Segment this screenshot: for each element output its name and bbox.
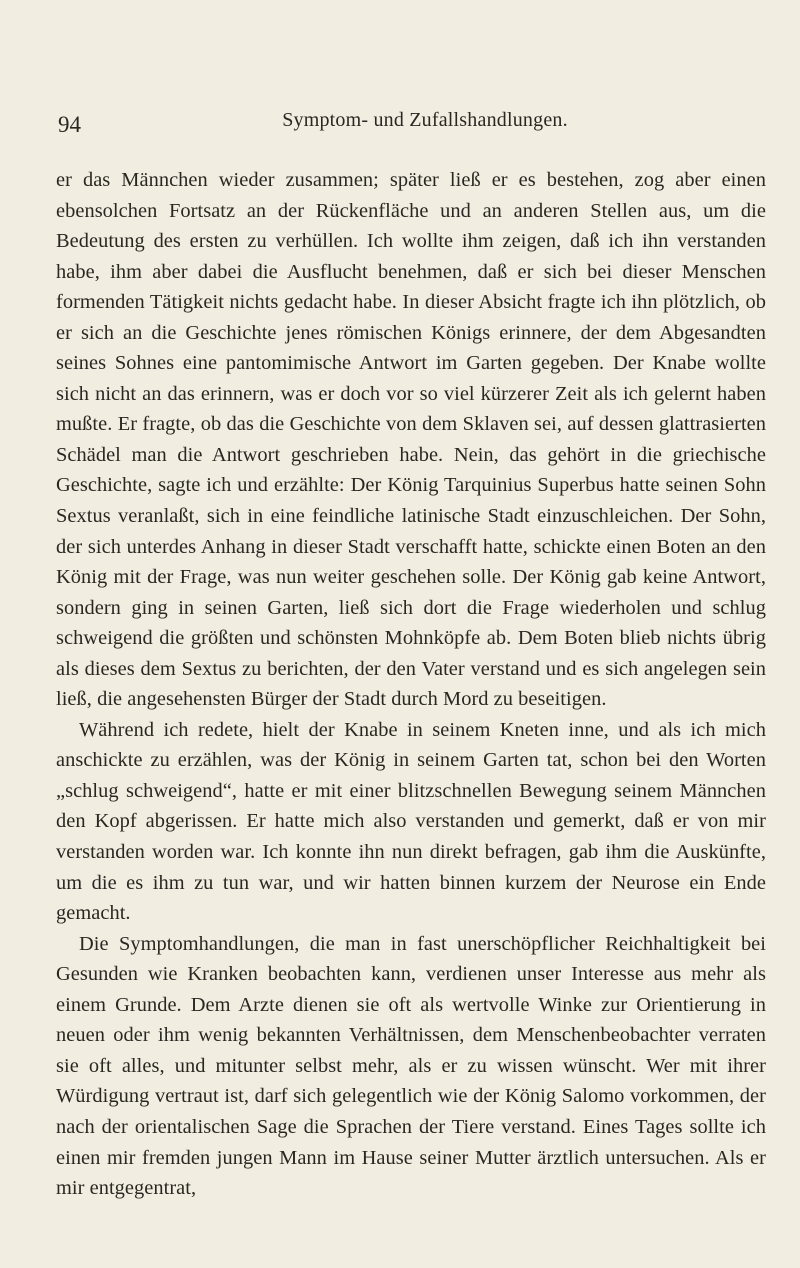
paragraph-continuation: er das Männchen wieder zusammen; später ließ er es bestehen, zog aber einen ebensolchen Fortsatz an der Rückenfläche und an anderen Stellen aus, um die Bedeutung des ersten zu verhüllen. Ich wollte ihm zeigen, daß ich ihn verstanden habe, ihm aber dabei die Ausflucht benehmen, daß er sich bei dieser Menschen formenden Tätigkeit nichts gedacht habe. In dieser Absicht fragte ich ihn plötzlich, ob er sich an die Geschichte jenes römischen Königs erinnere, der dem Abgesandten seines Sohnes eine pantomimische Antwort im Garten gegeben. Der Knabe wollte sich nicht an das erinnern, was er doch vor so viel kürzerer Zeit als ich gelernt haben mußte. Er fragte, ob das die Geschichte von dem Sklaven sei, auf dessen glattrasierten Schädel man die Antwort geschrieben habe. Nein, das gehört in die griechische Geschichte, sagte ich und erzählte: Der König Tarquinius Superbus hatte seinen Sohn Sextus veranlaßt, sich in eine feindliche latinische Stadt einzuschleichen. Der Sohn, der sich unterdes Anhang in dieser Stadt verschafft hatte, schickte einen Boten an den König mit der Frage, was nun weiter geschehen solle. Der König gab keine Antwort, sondern ging in seinen Garten, ließ sich dort die Frage wiederholen und schlug schweigend die größten und schönsten Mohnköpfe ab. Dem Boten blieb nichts übrig als dieses dem Sextus zu berichten, der den Vater verstand und es sich angelegen sein ließ, die angesehensten Bürger der Stadt durch Mord zu beseitigen.	[56, 169, 766, 711]
running-head: Symptom- und Zufallshandlungen.	[282, 109, 568, 131]
page-header	[56, 0, 766, 137]
page-number: 94	[58, 112, 81, 137]
paragraph: Während ich redete, hielt der Knabe in seinem Kneten inne, und als ich mich anschickte zu erzählen, was der König in seinem Garten tat, schon bei den Worten „schlug schweigend“, hatte er mit einer blitzschnellen Bewegung seinem Männchen den Kopf abgerissen. Er hatte mich also verstanden und gemerkt, daß er von mir verstanden worden war. Ich konnte ihn nun direkt befragen, gab ihm die Auskünfte, um die es ihm zu tun war, und wir hatten binnen kurzem der Neurose ein Ende gemacht.	[56, 718, 766, 925]
paragraph: Die Symptomhandlungen, die man in fast unerschöpflicher Reichhaltigkeit bei Gesunden wie Kranken beobachten kann, verdienen unser Interesse aus mehr als einem Grunde. Dem Arzte dienen sie oft als wertvolle Winke zur Orientierung in neuen oder ihm wenig bekannten Verhältnissen, dem Menschenbeobachter verraten sie oft alles, und mitunter selbst mehr, als er zu wissen wünscht. Wer mit ihrer Würdigung vertraut ist, darf sich gelegentlich wie der König Salomo vorkommen, der nach der orientalischen Sage die Sprachen der Tiere verstand. Eines Tages sollte ich einen mir fremden jungen Mann im Hause seiner Mutter ärztlich untersuchen. Als er mir entgegentrat,	[56, 932, 766, 1200]
book-page	[56, 0, 766, 1204]
body-text	[56, 165, 766, 1204]
